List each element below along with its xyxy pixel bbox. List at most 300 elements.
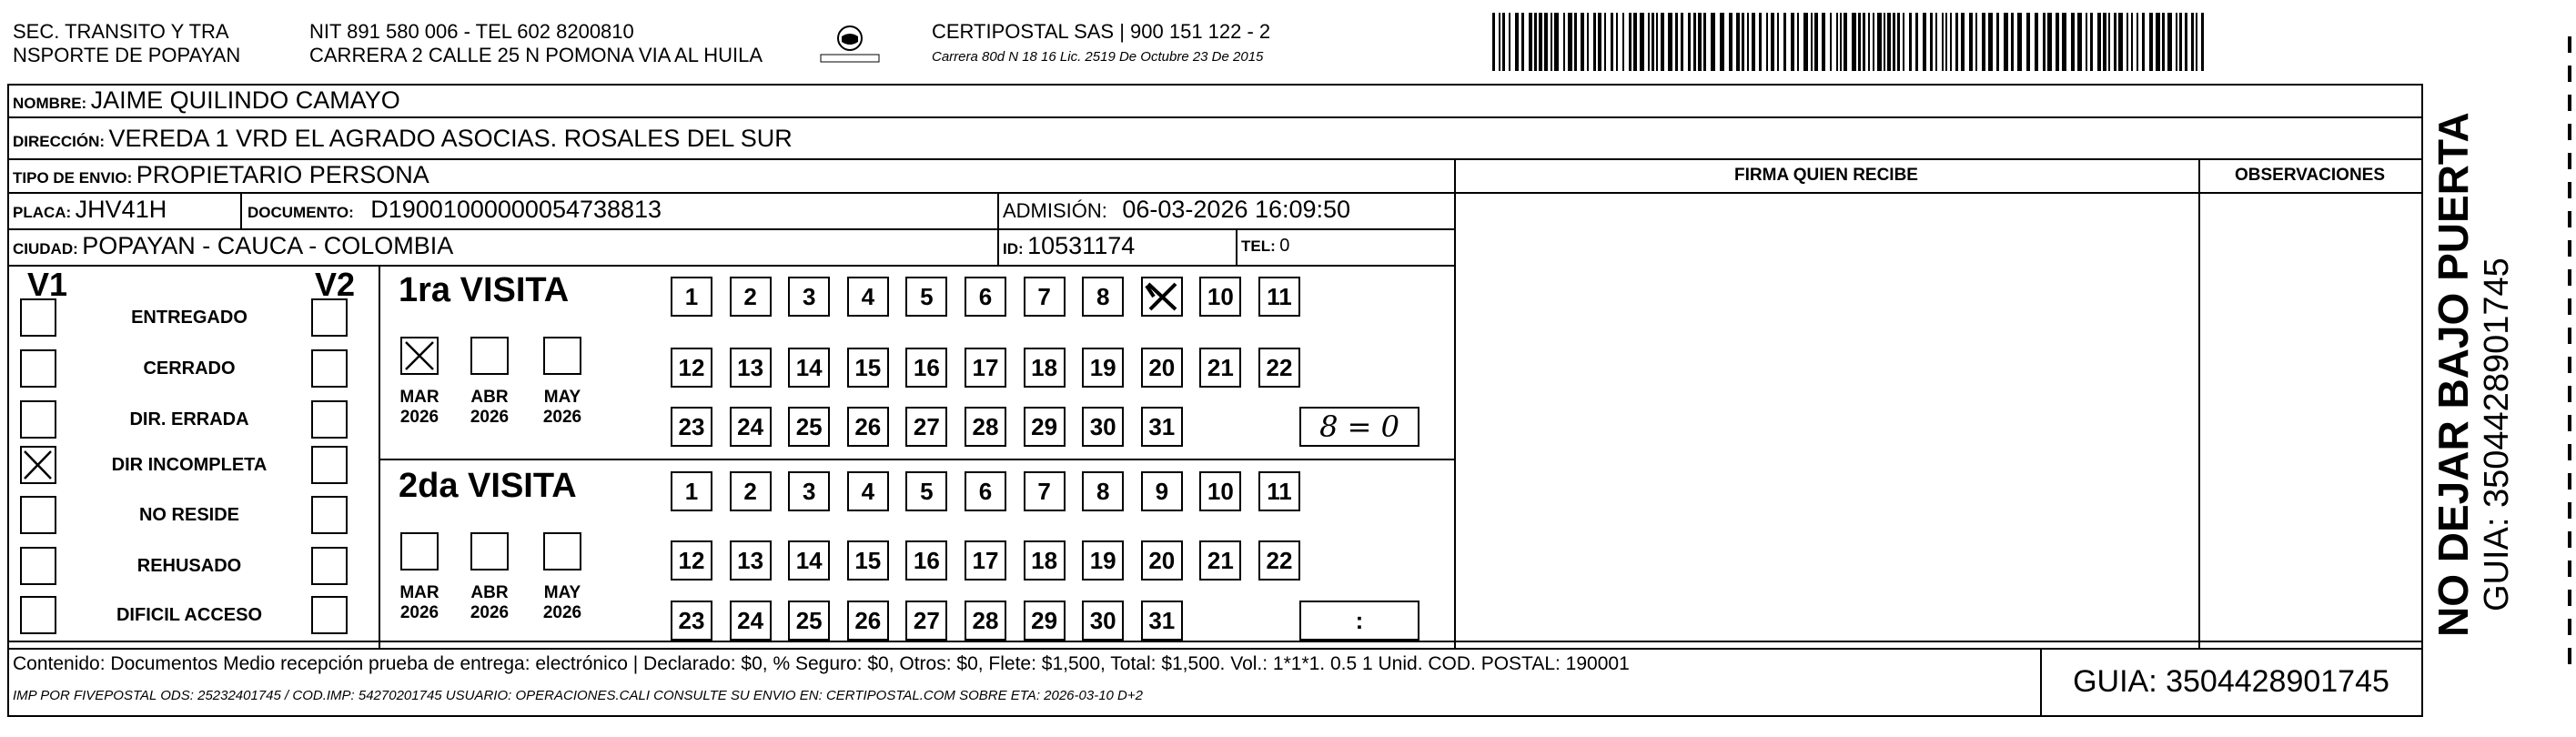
barcode-bar (1840, 13, 1842, 71)
first-visit-month-checkbox[interactable] (470, 337, 509, 375)
day-number: 9 (1155, 478, 1169, 505)
second-visit-day-box[interactable] (847, 601, 889, 641)
second-visit-day-box[interactable] (1082, 540, 1124, 581)
barcode-bar (1568, 13, 1572, 71)
barcode-bar (2103, 13, 2106, 71)
first-visit-day-box[interactable] (1258, 348, 1300, 388)
v2-checkbox[interactable] (311, 446, 348, 484)
barcode-bar (1777, 13, 1779, 71)
first-visit-day-box[interactable] (965, 407, 1006, 447)
barcode-bar (1942, 13, 1944, 71)
second-visit-day-box[interactable] (1024, 471, 1066, 511)
barcode-bar (1915, 13, 1918, 71)
v2-checkbox[interactable] (311, 298, 348, 337)
day-number: 21 (1207, 354, 1234, 381)
day-number: 10 (1207, 478, 1234, 505)
first-visit-day-box[interactable] (1141, 277, 1183, 317)
barcode-bar (1611, 13, 1613, 71)
day-number: 29 (1031, 607, 1058, 634)
day-number: 15 (854, 354, 882, 381)
status-label: DIR. ERRADA (129, 409, 249, 429)
barcode-bar (1521, 13, 1524, 71)
barcode-bar (2162, 13, 2165, 71)
barcode-bar (2179, 13, 2182, 71)
v1-checkbox[interactable] (20, 446, 56, 484)
first-visit-day-box[interactable] (1082, 348, 1124, 388)
barcode-bar (2142, 13, 2145, 71)
barcode-bar (1539, 13, 1542, 71)
barcode-bar (1969, 13, 1973, 71)
first-visit-day-box[interactable] (671, 348, 712, 388)
second-visit-day-box[interactable] (905, 471, 947, 511)
barcode-bar (2114, 13, 2116, 71)
barcode-bar (1598, 13, 1601, 71)
field-id (1003, 231, 1230, 265)
second-visit-day-box[interactable] (671, 471, 712, 511)
footer-contenido: Contenido: Documentos Medio recepción prueba de entrega: electrónico | Declarado: $0, % Seguro: $0, Otros: $0, Flete: $1,500, Total: $1,500. Vol.: 1*1*1. 0.5 1 Unid. COD. POSTAL: 190001 (13, 653, 1630, 674)
first-visit-month-label: ABR 2026 (470, 388, 510, 427)
second-visit-month-checkbox[interactable] (470, 532, 509, 570)
barcode-bar (2026, 13, 2030, 71)
barcode-bar (1616, 13, 1618, 71)
day-number: 23 (678, 607, 705, 634)
second-visit-day-box[interactable] (1141, 471, 1183, 511)
carrier-line-2: Carrera 80d N 18 16 Lic. 2519 De Octubre 23 De 2015 (932, 49, 1264, 65)
barcode-bar (2191, 13, 2194, 71)
second-visit-month-checkbox[interactable] (400, 532, 439, 570)
barcode-bar (1729, 13, 1732, 71)
certipostal-logo (817, 22, 883, 67)
day-number: 28 (972, 413, 999, 440)
day-number: 11 (1267, 478, 1292, 505)
edge-perforation (2568, 36, 2571, 673)
barcode-bar (1648, 13, 1650, 71)
v2-checkbox[interactable] (311, 496, 348, 534)
barcode-bar (1759, 13, 1762, 71)
second-visit-day-box[interactable] (1082, 471, 1124, 511)
barcode-bar (1877, 13, 1882, 71)
barcode-bar (1622, 13, 1624, 71)
barcode-bar (2062, 13, 2066, 71)
barcode-bar (2201, 13, 2204, 71)
day-number: 22 (1266, 547, 1293, 574)
barcode-bar (2156, 13, 2160, 71)
first-visit-day-box[interactable] (671, 277, 712, 317)
firma-header: FIRMA QUIEN RECIBE (1734, 166, 1918, 185)
barcode-bar (1499, 13, 1500, 71)
barcode-bar (1935, 13, 1937, 71)
admision-value: 06-03-2026 16:09:50 (1122, 196, 1351, 223)
second-visit-day-box[interactable] (1141, 540, 1183, 581)
day-number: 17 (972, 354, 999, 381)
barcode-bar (1752, 13, 1755, 71)
second-visit-day-box[interactable] (1199, 471, 1241, 511)
barcode-bar (1961, 13, 1965, 71)
barcode-bar (2071, 13, 2075, 71)
sender-line-1: SEC. TRANSITO Y TRA (13, 20, 229, 43)
day-number: 12 (678, 354, 705, 381)
second-visit-day-box[interactable] (730, 601, 772, 641)
first-visit-time-box[interactable] (1299, 407, 1419, 447)
field-tipo-envio (13, 160, 1441, 194)
first-visit-handwritten-time: 8 = 0 (1319, 409, 1399, 444)
status-label: DIFICIL ACCESO (116, 605, 262, 625)
barcode-bar (1844, 13, 1847, 71)
barcode-bar (2077, 13, 2082, 71)
barcode-bar (2043, 13, 2046, 71)
first-visit-day-box[interactable] (905, 277, 947, 317)
v2-checkbox[interactable] (311, 400, 348, 439)
day-number: 22 (1266, 354, 1293, 381)
field-ciudad (13, 231, 986, 265)
barcode-bar (1803, 13, 1808, 71)
day-number: 8 (1096, 283, 1110, 310)
v2-checkbox[interactable] (311, 547, 348, 585)
v1-checkbox[interactable] (20, 596, 56, 634)
day-number: 20 (1148, 354, 1176, 381)
first-visit-day-box[interactable] (671, 407, 712, 447)
field-nombre (13, 86, 2379, 119)
barcode-bar (1811, 13, 1813, 71)
field-tel (1241, 231, 1450, 262)
barcode-bar (1711, 13, 1715, 71)
barcode-bar (1736, 13, 1740, 71)
second-visit-day-box[interactable] (965, 471, 1006, 511)
barcode-bar (1858, 13, 1861, 71)
status-label: NO RESIDE (138, 505, 240, 525)
day-number: 26 (854, 413, 882, 440)
v1-checkbox[interactable] (20, 400, 56, 439)
day-number: 11 (1267, 283, 1292, 310)
day-number: 10 (1207, 283, 1234, 310)
first-visit-day-box[interactable] (1024, 407, 1066, 447)
barcode-bar (2149, 13, 2153, 71)
day-number: 28 (972, 607, 999, 634)
day-number: 26 (854, 607, 882, 634)
day-number: 14 (795, 547, 823, 574)
second-visit-month-label: MAY 2026 (542, 583, 582, 622)
day-number: 16 (913, 354, 940, 381)
first-visit-day-box[interactable] (965, 348, 1006, 388)
first-visit-day-box[interactable] (905, 407, 947, 447)
barcode-bar (1509, 13, 1510, 71)
first-visit-day-box[interactable] (1082, 277, 1124, 317)
barcode-bar (1551, 13, 1552, 71)
side-guia: GUIA: 3504428901745 (2478, 257, 2516, 611)
day-number: 15 (854, 547, 882, 574)
second-visit-day-box[interactable] (1199, 540, 1241, 581)
day-number: 7 (1037, 478, 1051, 505)
barcode-bar (1766, 13, 1768, 71)
side-title: NO DEJAR BAJO PUERTA (2430, 112, 2477, 637)
first-visit-day-box[interactable] (788, 348, 830, 388)
day-number: 4 (861, 478, 875, 505)
documento-label: DOCUMENTO: (247, 204, 354, 221)
barcode-bar (1897, 13, 1900, 71)
barcode-bar (1868, 13, 1870, 71)
second-visit-time-placeholder: : (1355, 607, 1364, 634)
day-number: 25 (795, 607, 823, 634)
barcode-bar (1893, 13, 1895, 71)
barcode-bar (1955, 13, 1958, 71)
first-visit-day-box[interactable] (788, 407, 830, 447)
v1-label: V1 (27, 266, 68, 303)
footer-imp: IMP POR FIVEPOSTAL ODS: 25232401745 / COD.IMP: 54270201745 USUARIO: OPERACIONES.CALI CONSULTE SU ENVIO EN: CERTIPOSTAL.COM SOBRE ETA: 2026-03-10 D+2 (13, 688, 1143, 703)
day-number: 4 (861, 283, 875, 310)
day-number: 18 (1031, 354, 1058, 381)
barcode-bar (1747, 13, 1749, 71)
day-number: 13 (737, 547, 764, 574)
barcode-bar (1581, 13, 1584, 71)
barcode-bar (1909, 13, 1912, 71)
v1-checkbox[interactable] (20, 298, 56, 337)
address-line: CARRERA 2 CALLE 25 N POMONA VIA AL HUILA (309, 44, 763, 66)
day-number: 24 (737, 413, 764, 440)
barcode-bar (1797, 13, 1799, 71)
tipo-label: TIPO DE ENVIO: (13, 169, 133, 187)
barcode-bar (1791, 13, 1794, 71)
barcode-bar (1534, 13, 1537, 71)
second-visit-day-box[interactable] (671, 601, 712, 641)
second-visit-day-box[interactable] (730, 540, 772, 581)
barcode-bar (1693, 13, 1696, 71)
v1-checkbox[interactable] (20, 547, 56, 585)
barcode-bar (1830, 13, 1832, 71)
day-number: 18 (1031, 547, 1058, 574)
carrier-line-1: CERTIPOSTAL SAS | 900 151 122 - 2 (932, 20, 1271, 43)
barcode-bar (1742, 13, 1744, 71)
day-number: 23 (678, 413, 705, 440)
barcode-bar (1515, 13, 1519, 71)
barcode-bar (1587, 13, 1589, 71)
second-visit-day-box[interactable] (1024, 540, 1066, 581)
barcode-bar (2090, 13, 2093, 71)
barcode-bar (1903, 13, 1904, 71)
second-visit-day-box[interactable] (905, 540, 947, 581)
field-admision (1003, 195, 1452, 228)
second-visit-month-checkbox[interactable] (543, 532, 581, 570)
second-visit-day-box[interactable] (788, 471, 830, 511)
day-number: 30 (1089, 607, 1116, 634)
admision-label: ADMISIÓN: (1003, 199, 1107, 222)
second-visit-day-box[interactable] (965, 601, 1006, 641)
first-visit-month-label: MAY 2026 (542, 388, 582, 427)
barcode-bar (2097, 13, 2101, 71)
nombre-value: JAIME QUILINDO CAMAYO (90, 86, 400, 114)
barcode-bar (1836, 13, 1838, 71)
barcode-bar (1661, 13, 1664, 71)
first-visit-month-checkbox[interactable] (543, 337, 581, 375)
day-number: 5 (920, 478, 934, 505)
barcode-bar (2004, 13, 2008, 71)
documento-value: D19001000000054738813 (370, 196, 662, 223)
day-number: 2 (743, 283, 757, 310)
day-number: 7 (1037, 283, 1051, 310)
barcode-bar (1593, 13, 1596, 71)
day-number: 19 (1089, 354, 1116, 381)
barcode-bar (2167, 13, 2172, 71)
field-placa (13, 195, 238, 228)
day-number: 29 (1031, 413, 1058, 440)
first-visit-day-box[interactable] (847, 277, 889, 317)
direccion-label: DIRECCIÓN: (13, 133, 106, 150)
barcode-bar (1950, 13, 1952, 71)
second-visit-day-box[interactable] (1141, 601, 1183, 641)
barcode (1492, 13, 2207, 73)
day-number: 8 (1096, 478, 1110, 505)
barcode-bar (1640, 13, 1644, 71)
status-label: REHUSADO (136, 556, 242, 576)
first-visit-month-checkbox[interactable] (400, 337, 439, 375)
day-number: 31 (1148, 607, 1176, 634)
day-number: 5 (920, 283, 934, 310)
day-number: 6 (978, 283, 993, 310)
status-label: DIR INCOMPLETA (111, 455, 268, 475)
barcode-bar (2176, 13, 2177, 71)
barcode-bar (2185, 13, 2187, 71)
nit-line: NIT 891 580 006 - TEL 602 8200810 (309, 20, 634, 43)
second-visit-title: 2da VISITA (399, 467, 577, 505)
barcode-bar (2056, 13, 2059, 71)
id-label: ID: (1003, 240, 1024, 257)
first-visit-day-box[interactable] (730, 348, 772, 388)
barcode-bar (2137, 13, 2138, 71)
first-visit-day-box[interactable] (1024, 348, 1066, 388)
v1-checkbox[interactable] (20, 496, 56, 534)
second-visit-month-label: ABR 2026 (470, 583, 510, 622)
ciudad-label: CIUDAD: (13, 240, 78, 257)
first-visit-month-label: MAR 2026 (399, 388, 439, 427)
second-visit-time-box[interactable] (1299, 601, 1419, 641)
barcode-bar (1982, 13, 1985, 71)
barcode-bar (1996, 13, 1999, 71)
first-visit-day-box[interactable] (1141, 348, 1183, 388)
first-visit-day-box[interactable] (1024, 277, 1066, 317)
first-visit-day-box[interactable] (1082, 407, 1124, 447)
barcode-bar (1887, 13, 1891, 71)
barcode-bar (1852, 13, 1856, 71)
day-check-mark (1143, 278, 1181, 315)
id-value: 10531174 (1027, 232, 1136, 259)
barcode-bar (1502, 13, 1505, 71)
barcode-bar (1945, 13, 1947, 71)
barcode-bar (1822, 13, 1825, 71)
day-number: 1 (684, 283, 699, 310)
day-number: 1 (684, 478, 699, 505)
day-number: 12 (678, 547, 705, 574)
first-visit-day-box[interactable] (905, 348, 947, 388)
second-visit-day-box[interactable] (671, 540, 712, 581)
first-visit-day-box[interactable] (847, 407, 889, 447)
first-visit-day-box[interactable] (1141, 407, 1183, 447)
first-visit-day-box[interactable] (1258, 277, 1300, 317)
placa-label: PLACA: (13, 204, 72, 221)
day-number: 27 (913, 413, 940, 440)
first-visit-day-box[interactable] (965, 277, 1006, 317)
direccion-value: VEREDA 1 VRD EL AGRADO ASOCIAS. ROSALES DEL SUR (108, 125, 793, 152)
barcode-bar (2086, 13, 2087, 71)
second-visit-day-box[interactable] (788, 540, 830, 581)
day-number: 19 (1089, 547, 1116, 574)
barcode-bar (1884, 13, 1885, 71)
v2-checkbox[interactable] (311, 349, 348, 388)
day-number: 27 (913, 607, 940, 634)
barcode-bar (1604, 13, 1606, 71)
sender-line-2: NSPORTE DE POPAYAN (13, 44, 241, 66)
second-visit-day-box[interactable] (847, 540, 889, 581)
v2-checkbox[interactable] (311, 596, 348, 634)
barcode-bar (1863, 13, 1865, 71)
second-visit-day-box[interactable] (1258, 471, 1300, 511)
first-visit-day-box[interactable] (1199, 277, 1241, 317)
barcode-bar (1574, 13, 1577, 71)
day-number: 6 (978, 478, 993, 505)
day-number: 13 (737, 354, 764, 381)
v1-checkbox[interactable] (20, 349, 56, 388)
barcode-bar (1988, 13, 1993, 71)
barcode-bar (1771, 13, 1774, 71)
day-number: 24 (737, 607, 764, 634)
barcode-bar (1703, 13, 1706, 71)
barcode-bar (2108, 13, 2110, 71)
status-label: ENTREGADO (131, 308, 247, 328)
field-direccion (13, 124, 2379, 157)
barcode-bar (2047, 13, 2052, 71)
barcode-bar (1492, 13, 1495, 71)
day-number: 30 (1089, 413, 1116, 440)
first-visit-day-box[interactable] (730, 407, 772, 447)
second-visit-day-box[interactable] (788, 601, 830, 641)
barcode-bar (1783, 13, 1786, 71)
barcode-bar (1629, 13, 1631, 71)
barcode-bar (1529, 13, 1532, 71)
barcode-bar (2131, 13, 2133, 71)
second-visit-day-box[interactable] (965, 540, 1006, 581)
barcode-bar (1814, 13, 1818, 71)
day-number: 16 (913, 547, 940, 574)
barcode-bar (1720, 13, 1724, 71)
barcode-bar (1563, 13, 1565, 71)
first-visit-day-box[interactable] (1199, 348, 1241, 388)
day-number: 31 (1148, 413, 1176, 440)
second-visit-month-label: MAR 2026 (399, 583, 439, 622)
second-visit-day-box[interactable] (847, 471, 889, 511)
second-visit-day-box[interactable] (1258, 540, 1300, 581)
barcode-bar (1652, 13, 1654, 71)
first-visit-day-box[interactable] (788, 277, 830, 317)
second-visit-day-box[interactable] (1082, 601, 1124, 641)
day-number: 2 (743, 478, 757, 505)
second-visit-day-box[interactable] (905, 601, 947, 641)
barcode-bar (1975, 13, 1977, 71)
barcode-bar (2196, 13, 2197, 71)
day-number: 14 (795, 354, 823, 381)
second-visit-day-box[interactable] (1024, 601, 1066, 641)
ciudad-value: POPAYAN - CAUCA - COLOMBIA (82, 232, 454, 259)
barcode-bar (1923, 13, 1926, 71)
day-number: 17 (972, 547, 999, 574)
barcode-bar (1688, 13, 1691, 71)
barcode-bar (2035, 13, 2038, 71)
first-visit-day-box[interactable] (730, 277, 772, 317)
first-visit-day-box[interactable] (847, 348, 889, 388)
barcode-bar (1544, 13, 1548, 71)
day-number: 3 (802, 478, 816, 505)
second-visit-day-box[interactable] (730, 471, 772, 511)
day-number: 3 (802, 283, 816, 310)
day-number: 20 (1148, 547, 1176, 574)
barcode-bar (1656, 13, 1658, 71)
